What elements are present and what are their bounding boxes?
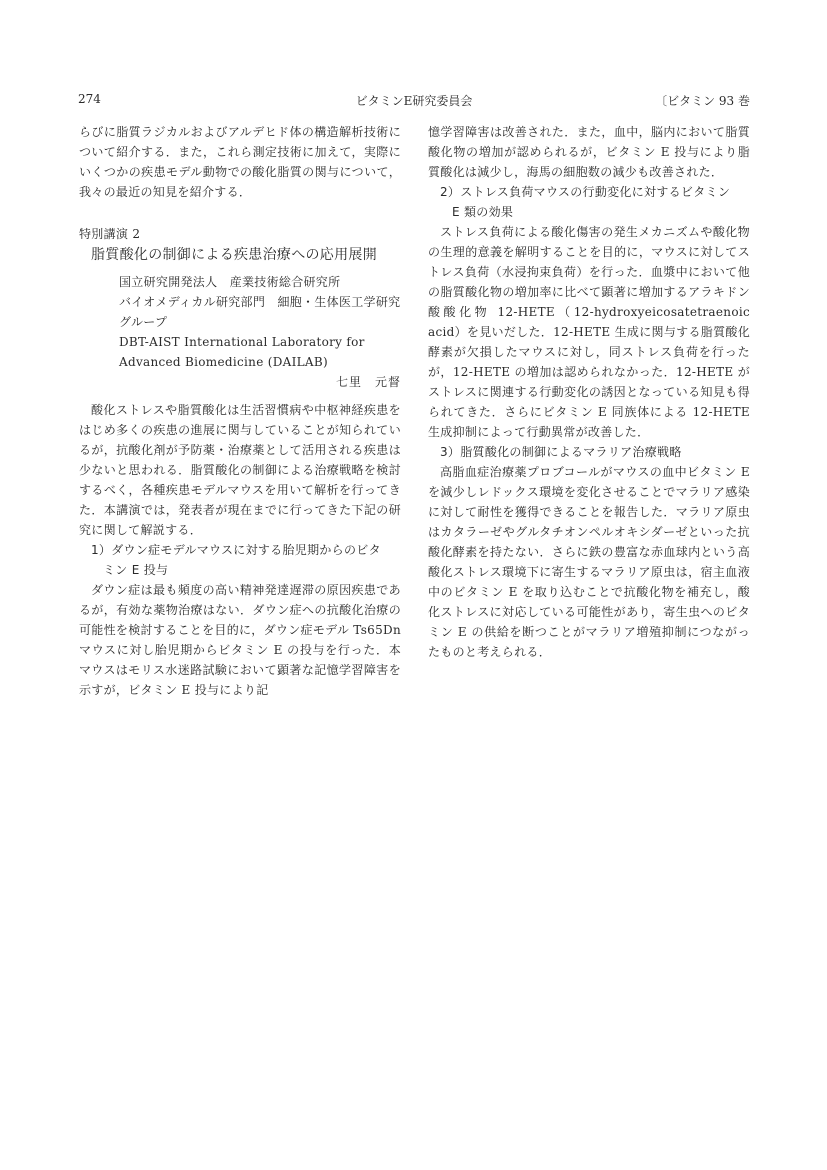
section-3-paragraph: 高脂血症治療薬プロブコールがマウスの血中ビタミン E を減少しレドックス環境を変化させることでマラリア感染に対して耐性を獲得できることを報告した．マラリア原虫はカタラーゼやグルタチオンペルオキシダーゼといった抗酸化酵素を持たない．さらに鉄の豊富な赤血球内という高酸化ストレス環境下に寄生するマラリア原虫は，宿主血液中のビタミン E を取り込むことで抗酸化物を補充し，酸化ストレスに対応している可能性があり，寄生虫へのビタミン E の供給を断つことがマラリア増殖抑制につながったものと考えられる． (428, 465, 750, 659)
section-1-heading (79, 540, 401, 580)
affiliation-2: バイオメディカル研究部門 細胞・生体医工学研究グループ (119, 295, 401, 329)
affiliation-3: DBT-AIST International Laboratory for Advanced Biomedicine (DAILAB) (119, 335, 365, 369)
spacer (79, 202, 401, 224)
continued-paragraph: らびに脂質ラジカルおよびアルデヒド体の構造解析技術について紹介する．また，これら測定技術に加えて，実際にいくつかの疾患モデル動物での酸化脂質の関与について，我々の最近の知見を紹介する． (79, 125, 401, 199)
section-1-paragraph: ダウン症は最も頻度の高い精神発達遅滞の原因疾患であるが，有効な薬物治療はない．ダウン症への抗酸化治療の可能性を検討することを目的に，ダウン症モデル Ts65Dn マウスに対し胎児期からビタミン E の投与を行った．本マウスはモリス水迷路試験において顕著な記憶学習障害を示すが，ビタミン E 投与により記 (79, 583, 401, 697)
lecture-title: 脂質酸化の制御による疾患治療への応用展開 (91, 247, 377, 263)
intro-paragraph: 酸化ストレスや脂質酸化は生活習慣病や中枢神経疾患をはじめ多くの疾患の進展に関与していることが知られているが，抗酸化剤が予防薬・治療薬として活用される疾患は少ないと思われる．脂質酸化の制御による治療戦略を検討するべく，各種疾患モデルマウスを用いて解析を行ってきた．本講演では，発表者が現在までに行ってきた下記の研究に関して解説する． (79, 403, 401, 537)
volume-label: 〔ビタミン 93 巻 (655, 94, 750, 108)
section-1-heading-line1: 1）ダウン症モデルマウスに対する胎児期からのビタ (91, 543, 381, 557)
affiliation-1: 国立研究開発法人 産業技術総合研究所 (119, 275, 341, 289)
continued-paragraph: 憶学習障害は改善された．また，血中，脳内において脂質酸化物の増加が認められるが，ビタミン E 投与により脂質酸化は減少し，海馬の細胞数の減少も改善された． (428, 125, 750, 179)
left-column (79, 122, 401, 700)
right-column (428, 122, 750, 662)
section-3-heading-text: 3）脂質酸化の制御によるマラリア治療戦略 (440, 445, 682, 459)
author-name: 七里 元督 (335, 375, 401, 389)
page-header (78, 92, 750, 110)
page-number: 274 (78, 92, 101, 106)
section-2-paragraph: ストレス負荷による酸化傷害の発生メカニズムや酸化物の生理的意義を解明することを目的に，マウスに対してストレス負荷（水浸拘束負荷）を行った．血漿中において他の脂質酸化物の増加率に比べて顕著に増加するアラキドン酸酸化物 12-HETE（12-hydroxyeicosatetraenoic acid）を見いだした．12-HETE 生成に関与する脂質酸化酵素が欠損したマウスに対し，同ストレス負荷を行ったが，12-HETE の増加は認められなかった．12-HETE がストレスに関連する行動変化の誘因となっている知見も得られてきた．さらにビタミン E 同族体による 12-HETE 生成抑制によって行動異常が改善した． (428, 225, 750, 439)
section-2-heading-line1: 2）ストレス負荷マウスの行動変化に対するビタミン (440, 185, 731, 199)
section-2-heading (428, 182, 750, 222)
section-3-heading (428, 442, 750, 462)
running-title: ビタミンE研究委員会 (355, 94, 473, 108)
section-2-heading-line2: E 類の効果 (452, 205, 514, 219)
lecture-label: 特別講演 2 (79, 227, 141, 241)
section-1-heading-line2: ミン E 投与 (103, 563, 169, 577)
